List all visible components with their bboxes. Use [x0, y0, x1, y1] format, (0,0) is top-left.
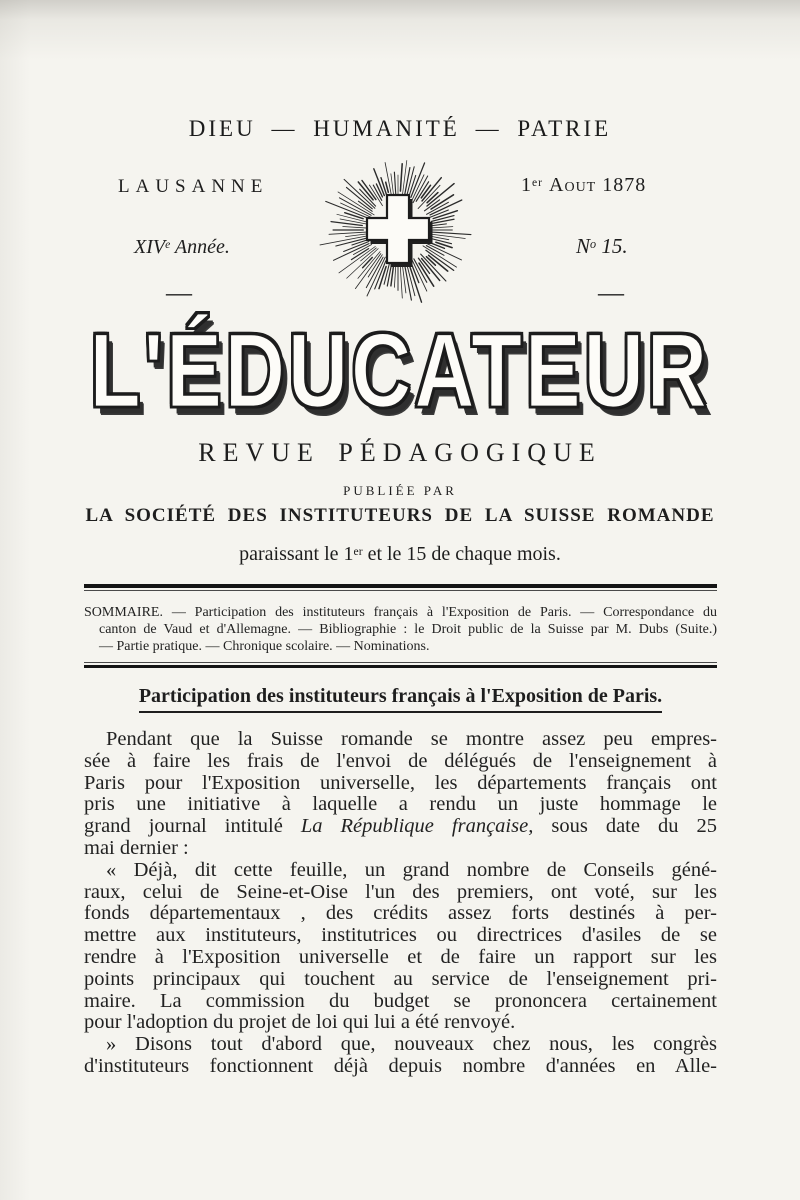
body-line: d'instituteurs fonctionnent déjà depuis nombre d'années en Alle- [84, 1054, 717, 1077]
issue-date-month-year: Aout 1878 [549, 174, 647, 196]
body-line: mai dernier : [84, 836, 189, 859]
sommaire-line: canton de Vaud et d'Allemagne. — Bibliographie : le Droit public de la Suisse par M. Dubs (Suite.) [99, 622, 717, 637]
body-line: » Disons tout d'abord que, nouveaux chez nous, les congrès [106, 1033, 717, 1056]
separator-dash-left: — [166, 278, 192, 307]
frequency-line: paraissant le 1er et le 15 de chaque mois. [239, 543, 561, 565]
article-body [84, 729, 717, 1078]
separator-dash-right: — [598, 278, 624, 307]
volume-label: XIVe Année. [134, 236, 230, 258]
cross-shape [367, 195, 429, 263]
issue-number: $N^o$ 15. [576, 234, 628, 258]
article-heading: Participation des instituteurs français à l'Exposition de Paris. [84, 685, 717, 713]
sommaire-section [84, 604, 717, 655]
issue-date-number: 1 [521, 174, 532, 196]
rule-bottom [84, 662, 717, 669]
journal-name-italic: La République française, [300, 815, 534, 838]
issue-date [521, 174, 646, 197]
journal-title: L'ÉDUCATEUR [89, 312, 711, 430]
published-by-label: PUBLIÉE PAR [343, 483, 457, 498]
journal-subtitle: REVUE PÉDAGOGIQUE [198, 438, 602, 467]
body-line: pris une initiative à laquelle a rendu un juste hommage le [84, 793, 717, 816]
body-line: « Déjà, dit cette feuille, un grand nombre de Conseils géné- [106, 858, 717, 881]
rule-top [84, 584, 717, 592]
body-line: sée à faire les frais de l'envoi de délégués de l'enseignement à [84, 749, 717, 772]
sommaire-line: SOMMAIRE. — Participation des instituteurs français à l'Exposition de Paris. — Correspondance du [84, 605, 717, 620]
body-line: fonds départementaux , des crédits assez forts destinés à per- [84, 902, 717, 925]
body-line: pour l'adoption du projet de loi qui lui a été renvoyé. [84, 1011, 516, 1034]
body-line: points principaux qui touchent au service de l'enseignement pri- [84, 967, 717, 990]
body-line: maire. La commission du budget se prononcera certainement [84, 989, 717, 1012]
body-line: raux, celui de Seine-et-Oise l'un des premiers, ont voté, sur les [84, 880, 717, 903]
body-line: rendre à l'Exposition universelle et de faire un rapport sur les [84, 945, 717, 968]
body-line: mettre aux instituteurs, institutrices ou directrices d'asiles de se [84, 924, 717, 947]
body-line: grand journal intitulé La République française, sous date du 25 [84, 815, 717, 838]
society-name: LA SOCIÉTÉ DES INSTITUTEURS DE LA SUISSE ROMANDE [85, 505, 715, 526]
motto: DIEU — HUMANITÉ — PATRIE [188, 116, 612, 141]
issue-date-ordinal: er [532, 175, 544, 189]
sommaire-line: — Partie pratique. — Chronique scolaire. — Nominations. [99, 639, 430, 654]
city-label: LAUSANNE [118, 176, 269, 197]
radiant-cross-icon [318, 151, 478, 309]
body-line: Paris pour l'Exposition universelle, les départements français ont [84, 771, 717, 794]
body-line: Pendant que la Suisse romande se montre assez peu empres- [106, 728, 717, 750]
